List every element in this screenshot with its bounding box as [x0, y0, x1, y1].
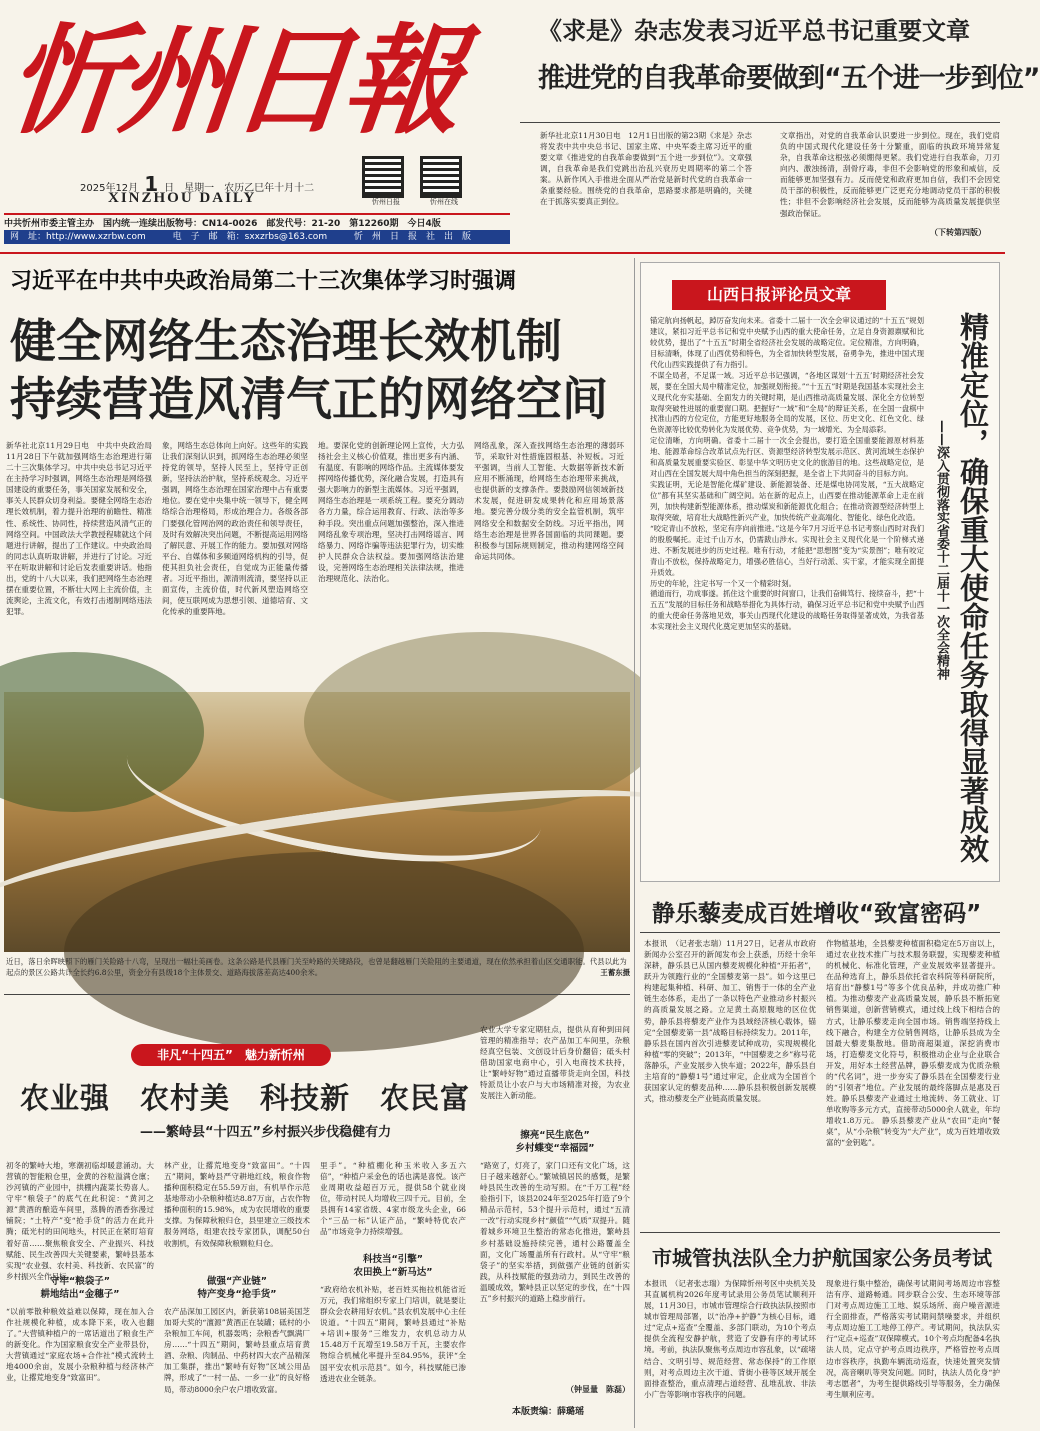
agri-headline[interactable]: 农业强 农村美 科技新 农民富 [20, 1081, 471, 1115]
commentary-banner: 山西日报评论员文章 [672, 280, 886, 310]
xi-headline-line-2: 持续营造风清气正的网络空间 [10, 372, 608, 426]
agri-column-4: 农业大学专家定期驻点，提供从育种到田间管理的精准指导；农产品加工车间里，杂粮经真空包装、文创设计后身价翻倍；砥头村借助国家电商中心，引入电商技术扶持，让“繁峙好物”通过直播带货走向全国，科技特派员让小农户与大市场精准对接，为农业发展注入新动能。 [480, 1025, 630, 1101]
qiushi-column-1: 新华社北京11月30日电 12月1日出版的第23期《求是》杂志将发表中共中央总书记、国家主席、中央军委主席习近平的重要文章《推进党的自我革命要做到“五个进一步到位”》。文章强调，自我革命是我们党跳出治乱兴衰历史周期率的第二个答案。从新作风入手推进全面从严治党是新时代党的自我革命一条重要经验。围绕党的自我革命，思路要求都是明确的，关键在于抓落实要真正到位。 [540, 131, 752, 207]
divider [4, 994, 630, 995]
divider [640, 932, 1000, 933]
agri-column-3b: “政府给农机补贴，老百姓买拖拉机能省近万元，我们常组织专家上门培训，就是要让群众会农耕用好农机。”县农机发展中心主任说道。“十四五”期间，繁峙县通过“补贴+培训+服务”三维发力，农机总动力从15.48万千瓦增至19.58万千瓦，主要农作物综合机械化率提升至84.95%，获评“全国平安农机示范县”。如今，科技赋能已渗透进农业全链条。 [320, 1285, 466, 1383]
citymgmt-column-1: 本报讯 （记者张志瑞）为保障忻州考区中央机关及其直属机构2026年度考试录用公务员笔试顺利开展，11月30日，市城市管理综合行政执法队按照市城市管理局部署，以“治净+护静”为核心目标，通过“定点+巡查”全覆盖、多部门联动，为10个考点提供全流程安静护航，营造了安静有序的考试环境。考前，执法队聚焦考点周边市容乱象，以“疏堵结合、文明引导、规范经营、常态保持”的工作原则，对考点周边主次干道、背街小巷等区域开展全面排查整治，重点清理占道经营、乱堆乱放、非法小广告等影响市容秩序的问题。 [644, 1279, 816, 1399]
citymgmt-headline[interactable]: 市城管执法队全力护航国家公务员考试 [652, 1246, 992, 1270]
email-link[interactable]: 电 子 邮 箱：sxxzrbs@163.com [172, 232, 328, 242]
agri-column-1: 初冬的繁峙大地，寒潮初临却暖意涌动。大营镇的智能粮仓里，金黄的谷粒溢满仓廪；沙河镇的产业园中，拱棚内蔬菜长势喜人。守牢“粮袋子”的底气在此积淀：“黄河之源”黄酒的酿造车间里，蒸腾的酒香弥漫过铺院；“土特产”变“抢手货”的活力在此升腾；砥光村的田间地头，村民正在紧盯培育着好苗……聚焦粮食安全、产业振兴、科技赋能、民生改善四大关键要素，繁峙县基本实现“农业强、农村美、科技新、农民富”的乡村振兴全作目标。 [6, 1161, 154, 1281]
citymgmt-column-2: 现象进行集中整治，确保考试期间考场周边市容整洁有序、道路畅通。同步联合公安、生态环境等部门对考点周边施工工地、娱乐场所、商户噪音源进行全面排查，严格落实考试期间禁噪要求，并组织考点周边施工工地停工停产。考试期间，执法队实行“定点+巡查”双保障模式。10个考点均配备4名执法人员，定点守护考点周边秩序，严格管控考点周边市容秩序，执勤车辆流动巡查，快速处置突发情况，高音喇叭等突发问题。同时，执法人员化身“护考志愿者”，为考生提供路线引导等服务，全力确保考生顺利应考。 [826, 1279, 1000, 1399]
xi-column-2: 象，网络生态总体向上向好。这些年的实践让我们深刻认识到，抓网络生态治理必须坚持党的领导，坚持人民至上，坚持守正创新，坚持法治护航，坚持系统观念。习近平强调，网络生态治理在国家治理中占有重要地位。要在党中央集中统一领导下，健全网络综合治理格局，形成治理合力。各级各部门要强化管网治网的政治责任和领导责任，及时有效解决突出问题，不断提高运用网络了解民意、开展工作的能力。要加强对网络平台、自媒体和多频道网络机构的引导，促使其担负社会责任，自觉成为正能量传播者。习近平指出，源清则流清，要坚持以正面宣传，主流价值，时代新风塑造网络空间，使互联网成为思想引领、道德培育、文化传承的重要阵地。 [162, 441, 308, 617]
xi-kicker[interactable]: 习近平在中共中央政治局第二十三次集体学习时强调 [10, 269, 517, 294]
qr-label: 忻州日报 [372, 198, 400, 206]
date-weekday: 日 星期一 农历乙巳年十月十二 [164, 183, 315, 194]
qiushi-headline[interactable]: 《求是》杂志发表习近平总书记重要文章 [538, 17, 970, 45]
jingle-headline[interactable]: 静乐藜麦成百姓增收“致富密码” [652, 901, 982, 927]
qiushi-column-2: 文章指出，对党的自我革命认识要进一步到位。现在，我们党肩负的中国式现代化建设任务十分繁重，面临的执政环境异常复杂，自我革命这根弦必须绷得更紧。我们党进行自我革命，刀刃向内、激浊扬清，刮骨疗毒，非但不会影响党的形象和威信，反而能够更加坚强有力。反而使党和政府更加自信，我们不会因党员干部的积极性，反而能够更广泛更充分地调动党员干部的积极性；非但不会影响经济社会发展，反而能够为高质量发展提供坚强政治保证。 [780, 131, 1000, 218]
commentary-subtitle: ——深入贯彻落实省委十二届十一次全会精神 [934, 420, 949, 680]
continued-note: （下转第四版） [930, 227, 986, 237]
section-banner: 非凡“十四五” 魅力新忻州 [131, 1044, 331, 1066]
agri-subheadline: ——繁峙县“十四五”乡村振兴步伐稳健有力 [140, 1125, 392, 1140]
divider [640, 1232, 1000, 1233]
website-link[interactable]: 网 址：http://www.xzrbw.com [10, 232, 146, 242]
agri-column-1b: “以前零散种粮效益难以保障，现在加入合作社规模化种植，成本降下来，收入也翻了。”大营镇种植户的一席话道出了粮食生产的新变化。作为国家粮食安全产业带县份，大营镇通过“家庭农场+合作社”模式流转土地4000余亩，发展小杂粮种植与经济林产业，让撂荒地变身“致富田”。 [6, 1307, 154, 1383]
commentary-paragraph: “咬定青山不放松，坚定有序向前推进。”这是今年7月习近平总书记考察山西时对我们的殷殷嘱托。走过千山万水，仍需跋山涉水。实现社会主义现代化是一个阶梯式递进、不断发展进步的历史过程。唯有行动，才能把“思想图”变为“实景图”；唯有咬定青山不放松，保持战略定力，增强必胜信心，当好行动派、实干家，才能实现全面提升质效。 [650, 523, 924, 577]
yanmenguan-road-photo[interactable] [4, 692, 630, 952]
column-divider [634, 258, 635, 1428]
date-day: 1 [144, 172, 159, 196]
agri-column-3: 里手”。“种植棚化种玉米收入多五六倍”，“种植户采金色的话也满是喜悦。该产业周期收益超百万元，提供58个就业岗位，带动村民人均增收三四千元。目前，全县拥有14家省级、4家市级龙头企业，66个“三品一标”认证产品，“繁峙特优农产品”市场竞争力持续增强。 [320, 1161, 466, 1237]
agri-column-2b: 农产品深加工园区内，新获第108届美国芝加哥大奖的“澶源”黄酒正在装罐；砥村的小杂粮加工车间，机器轰鸣；杂粮香气飘满厂房……“十四五”期间，繁峙县重点培育黄酒、杂粮、肉制品、中药材四大农产品精深加工集群，推出“繁峙有好物”区域公用品牌，形成了“一村一品、一乡一业”的良好格局，带动8000余户农户增收致富。 [164, 1307, 310, 1394]
jingle-column-1: 本报讯 （记者张志瑞）11月27日，记者从市政府新闻办公室召开的新闻发布会上获悉，历经十余年深耕，静乐县已从国内藜麦规模化种植“开拓者”，跃升为领跑行业的“全国藜麦第一县”。如今这里已构建起集种植、科研、加工、销售于一体的全产业链生态体系，走出了一条以特色产业推动乡村振兴的高质量发展之路。立足黄土高原腹地的区位优势，静乐县将藜麦产业作为县域经济核心载体，锚定“全国藜麦第一县”战略目标持续发力。2011年，静乐县在国内首次引进藜麦试种成功，实现规模化种植“零的突破”；2013年，“中国藜麦之乡”称号花落静乐，产业发展步入快车道；2022年，静乐县自主培育的“静藜1号”通过审定，企业成为全国首个获国家认定的藜麦品种……静乐县积极创新发展模式，推动藜麦全产业链高质量发展。 [644, 939, 816, 1104]
divider [520, 122, 1000, 123]
photo-credit: 王蓄东摄 [600, 968, 630, 978]
xi-column-1: 新华社北京11月29日电 中共中央政治局11月28日下午就加强网络生态治理进行第二十三次集体学习。中共中央总书记习近平在主持学习时强调，网络生态治理是网络强国建设的重要任务，事关国家发展和安全，事关人民群众切身利益。要健全网络生态治理长效机制，着力提升治理的前瞻性、精准性、系统性、协同性，持续营造风清气正的网络空间。中国政法大学教授程啸就这个问题进行讲解，提出了工作建议。中央政治局的同志认真听取讲解，并进行了讨论。习近平在听取讲解和讨论后发表重要讲话。他指出，党的十八大以来，我们把网络生态治理摆在重要位置，不断壮大网上主流价值，主流舆论，主流文化，有效打击遏制网络违法犯罪。 [6, 441, 152, 617]
jingle-column-2-text-b: 静乐县藜麦产业从“农田”走向“餐桌”，从“小杂粮”转变为“大产业”，成为百姓增收致富的“金钥匙”。 [826, 1116, 1000, 1148]
jingle-column-2 [826, 938, 1000, 1224]
commentary-body [650, 316, 924, 876]
photo-caption [6, 956, 630, 978]
agri-subhead-4: 擦亮“民生底色” 乡村蝶变“幸福园” [515, 1130, 595, 1154]
commentary-paragraph: 历史的年轮，注定书写一个又一个精彩时刻。 [650, 578, 796, 588]
qr-code-icon [420, 156, 462, 198]
publisher-label: 忻 州 日 报 社 出 版 [353, 232, 471, 242]
xi-column-3: 地。要深化党的创新理论网上宣传，大力弘扬社会主义核心价值观，推出更多有内涵、有温度、有影响的网络作品。主流媒体要发挥网络传播优势，深化融合发展，打造具有强大影响力的新型主流媒体。习近平强调，网络生态治理是一项系统工程。要充分调动各方力量，综合运用教育、行政、法治等多种手段。突出重点问题加强整治，深入推进网络乱象专项治理，坚决打击网络谣言、网络暴力、网络诈骗等违法犯罪行为，切实维护人民群众合法权益。要加强网络法治建设，完善网络生态治理相关法律法规，推进治理规范化、法治化。 [318, 441, 464, 583]
qiushi-subheadline[interactable]: 推进党的自我革命要做到“五个进一步到位” [538, 63, 1040, 94]
xi-column-4: 网络乱象，深入查找网络生态治理的薄弱环节，采取针对性措施固根基、补短板。习近平强调，当前人工智能、大数据等新技术新应用不断涌现，给网络生态治理带来挑战，也提供新的支撑条件。要鼓励网信领域新技术发展，促进研发成果转化和应用场景落地。要完善分级分类的安全监管机制，筑牢网络安全和数据安全防线。习近平指出，网络生态治理是世界各国面临的共同课题。要积极参与国际规则制定，推动构建网络空间命运共同体。 [474, 441, 624, 561]
commentary-paragraph: 循道而行，功成事遂。抓住这个重要的时间窗口，让我们奋辑笃行、接续奋斗，把“十五五”发展的目标任务和战略举措化为具体行动，确保习近平总书记和党中央赋予山西的重大使命任务落地见效，事关山西现代化建设的战略任务取得显著成效，为我省基本实现社会主义现代化奠定更加坚实的基础。 [650, 589, 924, 632]
commentary-paragraph: 实践证明，无论是智能化煤矿建设、新能源装备、还是煤电协同发展，“五大战略定位”都有其坚实基础和广阔空间。站在新的起点上，山西要在推动能源革命上走在前列，加快构建新型能源体系，推动煤炭和新能源优化组合；在推动资源型经济转型上取得突破，培育壮大战略性新兴产业，加快传统产业高端化、智能化、绿色化改造。 [650, 480, 924, 522]
agri-column-4b: “路宽了，灯亮了，家门口还有文化广场，这日子越来越舒心。”繁城镇居民的感慨，是繁峙县民生改善的生动写照。在“千万工程”经验指引下，该县2024年至2025年打造了9个精品示范村，53个提升示范村，通过“五清一改”行动实现乡村“颜值”“气质”双提升。随着城乡环境卫生整治的常态化推进，繁峙县乡村基础设施持续完善，通村公路覆盖全面，文化广场覆盖所有行政村。从“守牢“粮袋子”的坚实举措，到做强产业链的创新实践，从科技赋能的强劲动力，到民生改善的温暖成效，繁峙县正以坚定的步伐，在“十四五”乡村振兴的道路上稳步前行。 [480, 1161, 630, 1303]
agri-subhead-2: 做强“产业链” 特产变身“抢手货” [197, 1276, 277, 1300]
commentary-paragraph: 锚定航向扬帆起，踔厉奋发向未来。省委十二届十一次全会审议通过的“十五五”规划建议，紧扣习近平总书记和党中央赋予山西的重大使命任务，立足自身资源禀赋和比较优势，提出了“十五五”时期全省经济社会发展的战略定位。定位精准，方向明确，目标清晰，体现了山西优势和特色，为全省加快转型发展，奋勇争先，推进中国式现代化山西实践提供了有力指引。 [650, 316, 924, 369]
agri-subhead-3: 科技当“引擎” 农田换上“新马达” [353, 1254, 433, 1278]
jingle-column-2-text: 作物植基地，全县藜麦种植面积稳定在5万亩以上，通过农业技术推广与技术服务联盟，实现藜麦种植的机械化、标准化管理，产业发展效率显著提升。在品种选育上，静乐县依托省农科院等科研院所，培育出“静藜1号”等多个优良品种，并成功推广种植。为推动藜麦产业高质量发展，静乐县不断拓宽销售渠道，创新营销模式，通过线上线下相结合的方式，让静乐藜麦走向全国市场。销售端坚持线上线下融合，构建全方位销售网络，让静乐县成为全国最大藜麦集散地。借助商超渠道，深挖消费市场，打造藜麦文化符号，积极推动企业与企业联合开发，用好本土经营品牌，静乐藜麦成为优质杂粮的“代名词”，进一步夯实了静乐县在全国藜麦行业的“引领者”地位。产业发展的最终落脚点是惠及百姓。静乐县藜麦产业通过土地流转、务工就业、订单收购等多元方式，直接带动5000余人就业，年均增收1.8万元。 [826, 939, 1000, 1126]
publication-info: 中共忻州市委主管主办 国内统一连续出版物号：CN14-0026 邮发代号：21-20 第12260期 今日4版 [4, 213, 510, 231]
commentary-title[interactable]: 精准定位，确保重大使命任务取得显著成效 [956, 312, 990, 863]
commentary-paragraph: 定位清晰，方向明确。省委十二届十一次全会提出，要打造全国重要能源原材料基地、能源革命综合改革试点先行区、资源型经济转型发展示范区、黄河流域生态保护和高质量发展重要实验区、彰显中华文明历史文化的旅游目的地。这些战略定位，是对山西在全国发展大局中角色担当的深刻把握，是全省上下共同奋斗的目标方向。 [650, 436, 924, 479]
qr-code-xinzhou-online[interactable] [420, 156, 468, 208]
contact-bar [4, 230, 510, 244]
qr-code-xinzhou-ribao[interactable] [362, 156, 410, 208]
qr-code-icon [362, 156, 404, 198]
agri-byline: （钟显量 陈磊） [566, 1384, 630, 1394]
commentary-paragraph: 不谋全局者，不足谋一域。习近平总书记强调，“各地区谋划‘十五五’时期经济社会发展，要在全国大局中精准定位，加强规划衔接。”“十五五”时期是我国基本实现社会主义现代化夯实基础、全面发力的关键时期，是山西推动高质量发展、深化全方位转型取得突破性进展的重要窗口期。把握好“一域”和“全局”的辩证关系，在全国一盘棋中找准山西的方位定位，方能更好地服务全局的发展，区位、历史文化、红色文化、绿色资源等比较优势转化为发展优势、竞争优势，为一域增光、为全局添彩。 [650, 370, 924, 435]
top-divider [0, 252, 1005, 254]
page-editor: 本版责编：薛璐瑶 [512, 1407, 585, 1417]
qr-label: 忻州在线 [430, 198, 458, 206]
xi-headline[interactable] [10, 312, 630, 428]
agri-subhead-1: 守牢“粮袋子” 耕地结出“金穗子” [40, 1276, 120, 1300]
agri-column-2: 林产业，让撂荒地变身“致富田”。“十四五”期间，繁峙县严守耕地红线，粮食作物播种面积稳定在55.59万亩，有机旱作示范基地带动小杂粮种植达8.87万亩，占农作物播种面积的15.98%，成为农民增收的重要支撑。为保障秋粮归仓，县里建立三级技术服务网络，组建农技专家团队，调配50台收割机，有效保障秋粮颗粒归仓。 [164, 1161, 310, 1248]
newspaper-logo: 忻州日報 [0, 11, 464, 150]
xi-headline-line-1: 健全网络生态治理长效机制 [10, 314, 562, 368]
date-month: 2025年12月 [80, 183, 139, 194]
caption-text: 近日，落日余晖映照下的雁门关险路十八弯，呈现出一幅壮美画卷。这条公路是代县雁门关至岭路的关键路段，也曾是翻越雁门关险阻的主要通道，现在依然承担着山区交通职能。代县以此为起点的景区公路共计全长约6.8公里，资金分有县级18个主体景交、道路海拔落差高达400余米。 [6, 957, 627, 978]
masthead-pinyin: XINZHOU DAILY [108, 190, 257, 206]
